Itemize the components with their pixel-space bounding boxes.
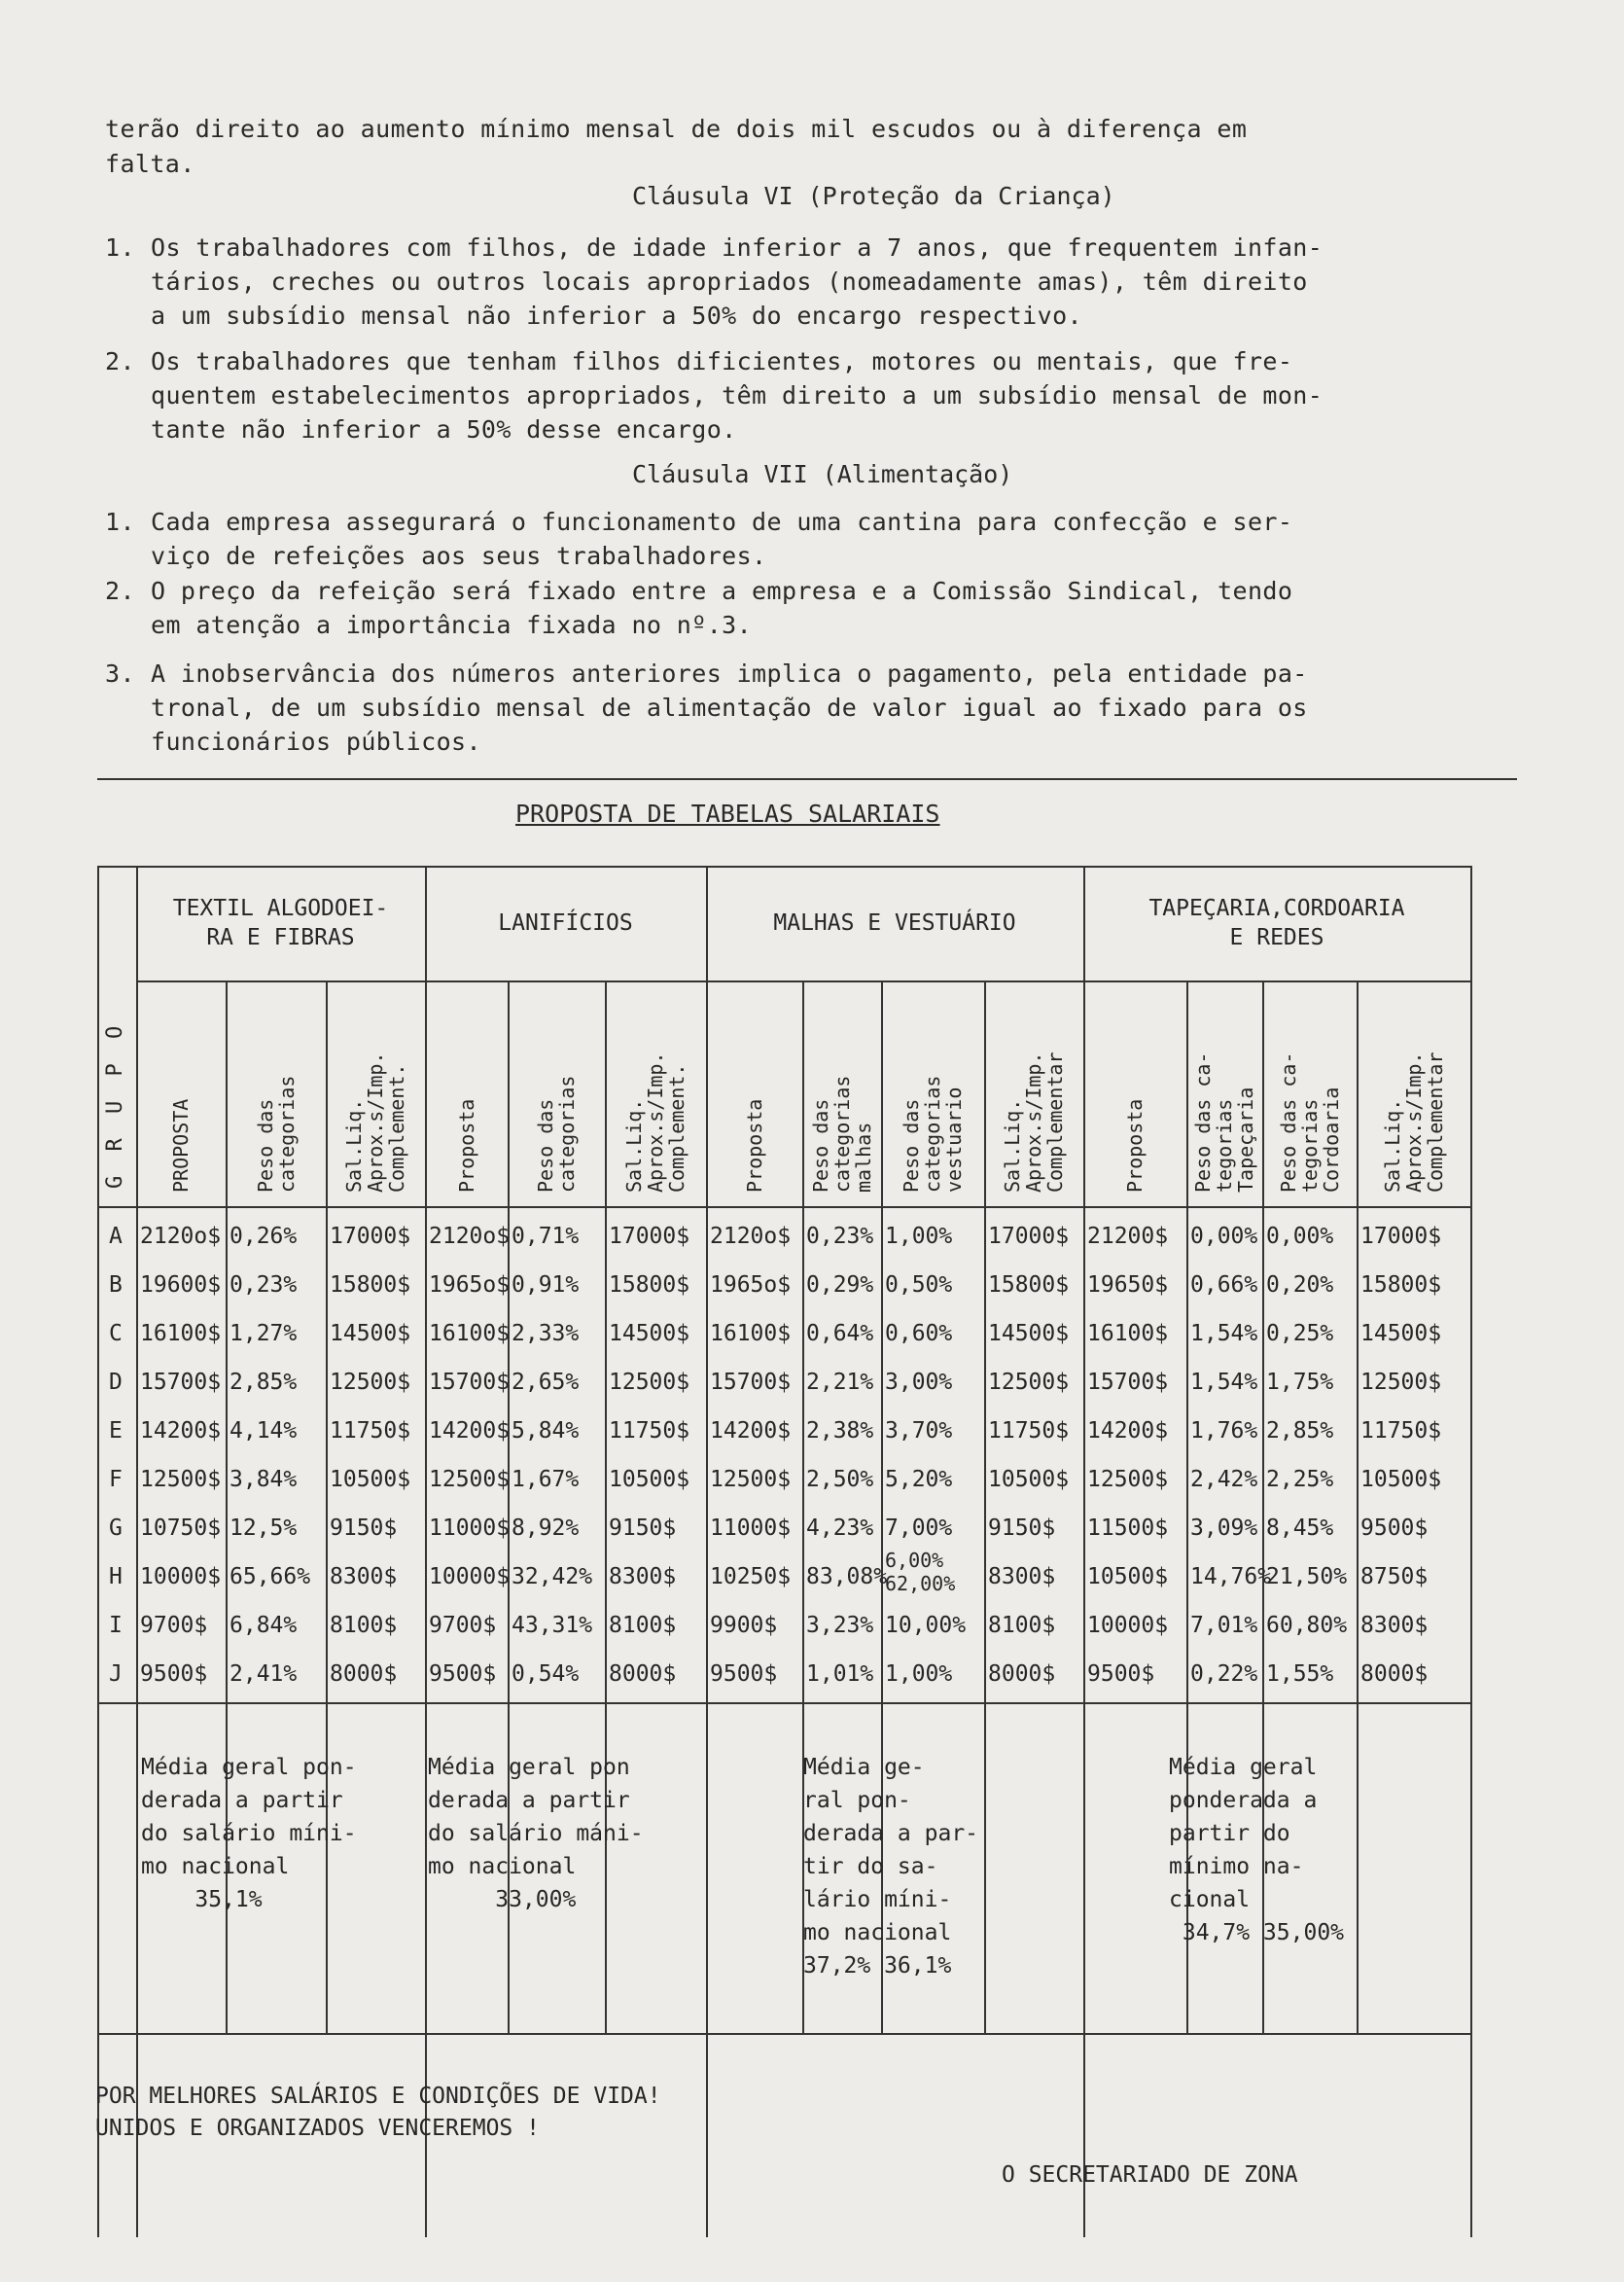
table-cell: 11750$ xyxy=(609,1418,690,1444)
table-cell: 10500$ xyxy=(1087,1564,1169,1589)
column-header: Sal.Liq. Aprox.s/Imp. Complementar xyxy=(1380,1052,1447,1193)
table-cell: 1,54% xyxy=(1190,1370,1258,1395)
table-cell: 1965o$ xyxy=(710,1272,792,1298)
table-cell: 1,67% xyxy=(512,1467,580,1492)
table-cell: 9500$ xyxy=(429,1661,497,1687)
group-letter: I xyxy=(109,1613,123,1638)
intro-line-2: falta. xyxy=(105,150,195,178)
clause-6-item-1-line-2: tários, creches ou outros locais apropriados (nomeadamente amas), têm direito xyxy=(151,267,1308,296)
column-header-rule xyxy=(97,1206,1470,1208)
table-cell: 0,26% xyxy=(229,1224,298,1249)
table-cell: 16100$ xyxy=(710,1321,792,1346)
table-cell: 2120o$ xyxy=(429,1224,511,1249)
table-cell: 9500$ xyxy=(710,1661,778,1687)
table-cell: 10000$ xyxy=(140,1564,222,1589)
table-cell: 8750$ xyxy=(1360,1564,1429,1589)
table-cell: 15700$ xyxy=(429,1370,511,1395)
table-cell: 10500$ xyxy=(609,1467,690,1492)
table-cell: 9700$ xyxy=(429,1613,497,1638)
table-cell: 17000$ xyxy=(1360,1224,1442,1249)
table-cell: 2,33% xyxy=(512,1321,580,1346)
clause-7-item-3-num: 3. xyxy=(105,660,135,688)
table-cell: 8100$ xyxy=(988,1613,1056,1638)
table-cell: 10,00% xyxy=(885,1613,967,1638)
clause-6-item-2-num: 2. xyxy=(105,347,135,375)
table-cell: 12500$ xyxy=(429,1467,511,1492)
table-cell: 8100$ xyxy=(330,1613,398,1638)
table-cell: 6,00% 62,00% xyxy=(885,1549,956,1595)
table-cell: 8300$ xyxy=(609,1564,677,1589)
section-name: TAPEÇARIA,CORDOARIA E REDES xyxy=(1148,896,1405,950)
table-cell: 5,20% xyxy=(885,1467,953,1492)
table-cell: 17000$ xyxy=(609,1224,690,1249)
table-cell: 7,01% xyxy=(1190,1613,1258,1638)
column-header: Peso das categorias malhas xyxy=(808,1075,875,1193)
table-cell: 21200$ xyxy=(1087,1224,1169,1249)
weighted-average-note: Média geral pon derada a partir do salário máni- mo nacional 33,00% xyxy=(428,1755,644,1912)
table-cell: 10250$ xyxy=(710,1564,792,1589)
table-cell: 16100$ xyxy=(429,1321,511,1346)
table-cell: 0,60% xyxy=(885,1321,953,1346)
table-cell: 11000$ xyxy=(429,1515,511,1541)
table-cell: 9500$ xyxy=(1360,1515,1429,1541)
table-cell: 15800$ xyxy=(609,1272,690,1298)
group-column-label: G R U P O xyxy=(103,1019,127,1189)
table-cell: 0,23% xyxy=(229,1272,298,1298)
table-cell: 21,50% xyxy=(1266,1564,1348,1589)
column-header: Peso das categorias xyxy=(534,1075,579,1193)
column-header: Sal.Liq. Aprox.s/Imp. Complement. xyxy=(622,1052,688,1193)
intro-line-1: terão direito ao aumento mínimo mensal de dois mil escudos ou à diferença em xyxy=(105,115,1248,143)
table-cell: 10000$ xyxy=(1087,1613,1169,1638)
table-cell: 11500$ xyxy=(1087,1515,1169,1541)
table-cell: 9500$ xyxy=(140,1661,208,1687)
table-cell: 8100$ xyxy=(609,1613,677,1638)
table-cell: 14200$ xyxy=(140,1418,222,1444)
column-header: Peso das categorias vestuario xyxy=(900,1075,966,1193)
table-cell: 7,00% xyxy=(885,1515,953,1541)
clause-6-item-2-line-1: Os trabalhadores que tenham filhos dificientes, motores ou mentais, que fre- xyxy=(151,347,1293,375)
clause-7-item-2-num: 2. xyxy=(105,577,135,605)
table-cell: 14500$ xyxy=(609,1321,690,1346)
section-divider xyxy=(706,866,708,2237)
table-cell: 10000$ xyxy=(429,1564,511,1589)
column-header: Peso das ca- tegorias Cordoaria xyxy=(1276,1052,1343,1193)
table-cell: 3,09% xyxy=(1190,1515,1258,1541)
clause-6-item-1-line-3: a um subsídio mensal não inferior a 50% do encargo respectivo. xyxy=(151,302,1082,330)
table-cell: 14200$ xyxy=(1087,1418,1169,1444)
clause-7-item-3-line-2: tronal, de um subsídio mensal de alimentação de valor igual ao fixado para os xyxy=(151,694,1308,722)
column-divider xyxy=(1357,981,1359,2033)
table-cell: 12500$ xyxy=(710,1467,792,1492)
clause-6-item-2-line-3: tante não inferior a 50% desse encargo. xyxy=(151,415,737,444)
table-cell: 8300$ xyxy=(330,1564,398,1589)
table-cell: 6,84% xyxy=(229,1613,298,1638)
table-cell: 0,25% xyxy=(1266,1321,1334,1346)
table-cell: 14500$ xyxy=(988,1321,1070,1346)
table-cell: 8,92% xyxy=(512,1515,580,1541)
table-cell: 17000$ xyxy=(330,1224,411,1249)
table-cell: 14500$ xyxy=(330,1321,411,1346)
table-cell: 10500$ xyxy=(330,1467,411,1492)
section-divider xyxy=(136,866,138,2237)
group-letter: A xyxy=(109,1224,123,1249)
table-cell: 1,00% xyxy=(885,1661,953,1687)
table-cell: 16100$ xyxy=(1087,1321,1169,1346)
table-cell: 8000$ xyxy=(988,1661,1056,1687)
table-cell: 9900$ xyxy=(710,1613,778,1638)
table-cell: 0,29% xyxy=(806,1272,874,1298)
table-top-border xyxy=(97,866,1470,868)
clause-7-item-2-line-2: em atenção a importância fixada no nº.3. xyxy=(151,611,753,639)
clause-7-item-1-line-2: viço de refeições aos seus trabalhadores. xyxy=(151,542,767,570)
table-cell: 14500$ xyxy=(1360,1321,1442,1346)
column-header: Proposta xyxy=(742,1098,766,1193)
section-name: MALHAS E VESTUÁRIO xyxy=(773,910,1016,936)
table-cell: 19650$ xyxy=(1087,1272,1169,1298)
table-cell: 5,84% xyxy=(512,1418,580,1444)
table-cell: 12500$ xyxy=(140,1467,222,1492)
group-letter: E xyxy=(109,1418,123,1444)
table-cell: 8000$ xyxy=(1360,1661,1429,1687)
table-cell: 9150$ xyxy=(988,1515,1056,1541)
table-cell: 0,50% xyxy=(885,1272,953,1298)
group-letter: H xyxy=(109,1564,123,1589)
rows-bottom-rule xyxy=(97,1702,1470,1704)
table-cell: 4,14% xyxy=(229,1418,298,1444)
table-cell: 2,85% xyxy=(1266,1418,1334,1444)
table-cell: 10500$ xyxy=(988,1467,1070,1492)
group-letter: G xyxy=(109,1515,123,1541)
averages-bottom-rule xyxy=(97,2033,1470,2035)
clause-7-item-3-line-3: funcionários públicos. xyxy=(151,728,481,756)
section-divider xyxy=(425,866,427,2237)
column-header: Sal.Liq. Aprox.s/Imp. Complementar xyxy=(1001,1052,1067,1193)
table-cell: 0,22% xyxy=(1190,1661,1258,1687)
column-header: Peso das ca- tegorias Tapeçaria xyxy=(1191,1052,1257,1193)
table-cell: 2,21% xyxy=(806,1370,874,1395)
table-cell: 15700$ xyxy=(710,1370,792,1395)
table-cell: 9700$ xyxy=(140,1613,208,1638)
column-divider xyxy=(984,981,986,2033)
table-cell: 65,66% xyxy=(229,1564,311,1589)
table-cell: 2,25% xyxy=(1266,1467,1334,1492)
table-cell: 17000$ xyxy=(988,1224,1070,1249)
table-cell: 12500$ xyxy=(988,1370,1070,1395)
clause-7-item-1-line-1: Cada empresa assegurará o funcionamento de uma cantina para confecção e ser- xyxy=(151,508,1293,536)
section-divider xyxy=(1083,866,1085,2237)
signature: O SECRETARIADO DE ZONA xyxy=(1002,2162,1298,2188)
group-letter: F xyxy=(109,1467,123,1492)
weighted-average-note: Média geral ponderada a partir do mínimo na- cional 34,7% 35,00% xyxy=(1169,1755,1345,1945)
table-cell: 0,71% xyxy=(512,1224,580,1249)
table-cell: 14,76% xyxy=(1190,1564,1272,1589)
clause-6-item-1-line-1: Os trabalhadores com filhos, de idade inferior a 7 anos, que frequentem infan- xyxy=(151,233,1324,262)
section-name: LANIFÍCIOS xyxy=(498,910,633,936)
table-cell: 3,23% xyxy=(806,1613,874,1638)
separator-rule xyxy=(97,778,1517,780)
table-cell: 2,41% xyxy=(229,1661,298,1687)
table-cell: 3,70% xyxy=(885,1418,953,1444)
column-header: Proposta xyxy=(454,1098,478,1193)
table-cell: 2,38% xyxy=(806,1418,874,1444)
clause-7-item-3-line-1: A inobservância dos números anteriores implica o pagamento, pela entidade pa- xyxy=(151,660,1308,688)
column-header: Sal.Liq. Aprox.s/Imp. Complement. xyxy=(342,1052,408,1193)
column-header: Peso das categorias xyxy=(253,1075,299,1193)
table-cell: 4,23% xyxy=(806,1515,874,1541)
table-cell: 1,76% xyxy=(1190,1418,1258,1444)
section-name: TEXTIL ALGODOEI- RA E FIBRAS xyxy=(172,896,389,950)
table-cell: 16100$ xyxy=(140,1321,222,1346)
table-cell: 0,23% xyxy=(806,1224,874,1249)
table-cell: 2,85% xyxy=(229,1370,298,1395)
table-cell: 83,08% xyxy=(806,1564,888,1589)
table-cell: 2,42% xyxy=(1190,1467,1258,1492)
weighted-average-note: Média geral pon- derada a partir do salário míni- mo nacional 35,1% xyxy=(141,1755,357,1912)
table-cell: 1,00% xyxy=(885,1224,953,1249)
table-cell: 12500$ xyxy=(330,1370,411,1395)
table-cell: 15800$ xyxy=(1360,1272,1442,1298)
table-cell: 15800$ xyxy=(988,1272,1070,1298)
table-cell: 11750$ xyxy=(988,1418,1070,1444)
table-cell: 11750$ xyxy=(330,1418,411,1444)
table-cell: 15800$ xyxy=(330,1272,411,1298)
column-header: PROPOSTA xyxy=(169,1098,193,1193)
table-cell: 11750$ xyxy=(1360,1418,1442,1444)
slogan-line-2: UNIDOS E ORGANIZADOS VENCEREMOS ! xyxy=(95,2116,540,2141)
table-cell: 14200$ xyxy=(710,1418,792,1444)
table-cell: 8300$ xyxy=(988,1564,1056,1589)
table-cell: 15700$ xyxy=(1087,1370,1169,1395)
column-header: Proposta xyxy=(1123,1098,1147,1193)
table-cell: 9150$ xyxy=(609,1515,677,1541)
table-cell: 8300$ xyxy=(1360,1613,1429,1638)
clause-7-item-1-num: 1. xyxy=(105,508,135,536)
table-cell: 15700$ xyxy=(140,1370,222,1395)
table-cell: 0,20% xyxy=(1266,1272,1334,1298)
weighted-average-note: Média ge- ral pon- derada a par- tir do sa- lário míni- mo nacional 37,2% 36,1% xyxy=(803,1755,979,1979)
table-cell: 0,91% xyxy=(512,1272,580,1298)
slogan-line-1: POR MELHORES SALÁRIOS E CONDIÇÕES DE VIDA! xyxy=(95,2084,661,2109)
group-letter: D xyxy=(109,1370,123,1395)
table-cell: 1,54% xyxy=(1190,1321,1258,1346)
table-cell: 19600$ xyxy=(140,1272,222,1298)
table-cell: 1,27% xyxy=(229,1321,298,1346)
table-left-border xyxy=(97,866,99,2237)
table-cell: 8,45% xyxy=(1266,1515,1334,1541)
clause-7-title: Cláusula VII (Alimentação) xyxy=(632,460,1013,488)
table-cell: 60,80% xyxy=(1266,1613,1348,1638)
table-cell: 8000$ xyxy=(330,1661,398,1687)
table-cell: 2,50% xyxy=(806,1467,874,1492)
group-letter: B xyxy=(109,1272,123,1298)
table-cell: 1,75% xyxy=(1266,1370,1334,1395)
clause-6-item-2-line-2: quentem estabelecimentos apropriados, têm direito a um subsídio mensal de mon- xyxy=(151,381,1324,410)
table-cell: 1,55% xyxy=(1266,1661,1334,1687)
group-letter: J xyxy=(109,1661,123,1687)
table-cell: 9150$ xyxy=(330,1515,398,1541)
clause-6-item-1-num: 1. xyxy=(105,233,135,262)
table-cell: 10500$ xyxy=(1360,1467,1442,1492)
table-cell: 9500$ xyxy=(1087,1661,1155,1687)
table-cell: 43,31% xyxy=(512,1613,593,1638)
table-cell: 1,01% xyxy=(806,1661,874,1687)
table-cell: 0,00% xyxy=(1266,1224,1334,1249)
group-letter: C xyxy=(109,1321,123,1346)
table-cell: 3,00% xyxy=(885,1370,953,1395)
table-cell: 2120o$ xyxy=(140,1224,222,1249)
table-cell: 0,66% xyxy=(1190,1272,1258,1298)
table-cell: 0,54% xyxy=(512,1661,580,1687)
table-cell: 12,5% xyxy=(229,1515,298,1541)
table-cell: 0,64% xyxy=(806,1321,874,1346)
table-cell: 11000$ xyxy=(710,1515,792,1541)
table-right-border xyxy=(1470,866,1472,2237)
table-title: PROPOSTA DE TABELAS SALARIAIS xyxy=(515,800,940,828)
table-cell: 32,42% xyxy=(512,1564,593,1589)
table-cell: 3,84% xyxy=(229,1467,298,1492)
table-cell: 12500$ xyxy=(609,1370,690,1395)
table-cell: 14200$ xyxy=(429,1418,511,1444)
table-cell: 2120o$ xyxy=(710,1224,792,1249)
table-cell: 12500$ xyxy=(1360,1370,1442,1395)
table-cell: 2,65% xyxy=(512,1370,580,1395)
clause-6-title: Cláusula VI (Proteção da Criança) xyxy=(632,182,1115,210)
clause-7-item-2-line-1: O preço da refeição será fixado entre a empresa e a Comissão Sindical, tendo xyxy=(151,577,1293,605)
table-cell: 8000$ xyxy=(609,1661,677,1687)
table-cell: 0,00% xyxy=(1190,1224,1258,1249)
table-cell: 10750$ xyxy=(140,1515,222,1541)
table-cell: 1965o$ xyxy=(429,1272,511,1298)
table-cell: 12500$ xyxy=(1087,1467,1169,1492)
